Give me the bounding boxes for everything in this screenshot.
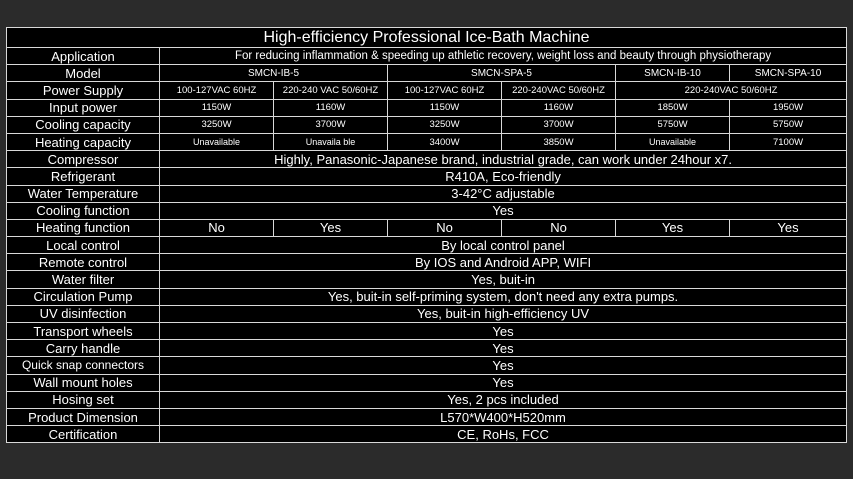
row-hosing-set bbox=[7, 391, 847, 408]
row-label: Product Dimension bbox=[7, 408, 160, 425]
row-water-temperature bbox=[7, 185, 847, 202]
cell-value: No bbox=[502, 219, 616, 236]
row-wall-mount-holes bbox=[7, 374, 847, 391]
spec-table bbox=[6, 27, 847, 443]
cell-value: 220-240 VAC 50/60HZ bbox=[274, 82, 388, 99]
row-power-supply bbox=[7, 82, 847, 99]
cell-value: 1950W bbox=[730, 99, 847, 116]
row-label: Local control bbox=[7, 237, 160, 254]
cell-value: CE, RoHs, FCC bbox=[160, 426, 847, 443]
cell-value: Yes bbox=[616, 219, 730, 236]
row-product-dimension bbox=[7, 408, 847, 425]
row-carry-handle bbox=[7, 340, 847, 357]
cell-value: Unavailable bbox=[616, 133, 730, 150]
cell-value: Yes bbox=[274, 219, 388, 236]
cell-value: 220-240VAC 50/60HZ bbox=[616, 82, 847, 99]
row-label: Heating capacity bbox=[7, 133, 160, 150]
row-label: Refrigerant bbox=[7, 168, 160, 185]
row-application bbox=[7, 48, 847, 65]
cell-value: 100-127VAC 60HZ bbox=[388, 82, 502, 99]
row-label: Power Supply bbox=[7, 82, 160, 99]
row-remote-control bbox=[7, 254, 847, 271]
cell-value: For reducing inflammation & speeding up athletic recovery, weight loss and beauty through physiotherapy bbox=[160, 48, 847, 65]
cell-value: L570*W400*H520mm bbox=[160, 408, 847, 425]
cell-value: Yes, buit-in high-efficiency UV bbox=[160, 305, 847, 322]
cell-value: SMCN-IB-10 bbox=[616, 65, 730, 82]
cell-value: Yes, buit-in self-priming system, don't need any extra pumps. bbox=[160, 288, 847, 305]
cell-value: Yes, 2 pcs included bbox=[160, 391, 847, 408]
cell-value: Unavailable bbox=[160, 133, 274, 150]
cell-value: SMCN-SPA-5 bbox=[388, 65, 616, 82]
cell-value: 3400W bbox=[388, 133, 502, 150]
row-label: Input power bbox=[7, 99, 160, 116]
cell-value: Highly, Panasonic-Japanese brand, industrial grade, can work under 24hour x7. bbox=[160, 151, 847, 168]
row-label: Water Temperature bbox=[7, 185, 160, 202]
row-label: Cooling capacity bbox=[7, 116, 160, 133]
row-compressor bbox=[7, 151, 847, 168]
row-label: Heating function bbox=[7, 219, 160, 236]
cell-value: 5750W bbox=[616, 116, 730, 133]
cell-value: Yes bbox=[160, 374, 847, 391]
row-label: Remote control bbox=[7, 254, 160, 271]
cell-value: 1160W bbox=[274, 99, 388, 116]
row-transport-wheels bbox=[7, 323, 847, 340]
row-quick-snap-connectors bbox=[7, 357, 847, 374]
row-uv-disinfection bbox=[7, 305, 847, 322]
cell-value: No bbox=[160, 219, 274, 236]
cell-value: 3700W bbox=[502, 116, 616, 133]
row-label: Wall mount holes bbox=[7, 374, 160, 391]
cell-value: 100-127VAC 60HZ bbox=[160, 82, 274, 99]
cell-value: R410A, Eco-friendly bbox=[160, 168, 847, 185]
row-label: Model bbox=[7, 65, 160, 82]
row-label: Transport wheels bbox=[7, 323, 160, 340]
cell-value: 3700W bbox=[274, 116, 388, 133]
row-label: UV disinfection bbox=[7, 305, 160, 322]
cell-value: By IOS and Android APP, WIFI bbox=[160, 254, 847, 271]
cell-value: 1160W bbox=[502, 99, 616, 116]
table-title: High-efficiency Professional Ice-Bath Machine bbox=[7, 28, 847, 48]
row-label: Application bbox=[7, 48, 160, 65]
row-label: Compressor bbox=[7, 151, 160, 168]
cell-value: Yes bbox=[160, 202, 847, 219]
row-heating-capacity bbox=[7, 133, 847, 150]
cell-value: 3850W bbox=[502, 133, 616, 150]
cell-value: 1150W bbox=[160, 99, 274, 116]
cell-value: 1850W bbox=[616, 99, 730, 116]
cell-value: Yes bbox=[160, 340, 847, 357]
cell-value: SMCN-IB-5 bbox=[160, 65, 388, 82]
cell-value: 1150W bbox=[388, 99, 502, 116]
cell-value: Yes bbox=[160, 323, 847, 340]
row-label: Hosing set bbox=[7, 391, 160, 408]
row-cooling-capacity bbox=[7, 116, 847, 133]
cell-value: SMCN-SPA-10 bbox=[730, 65, 847, 82]
cell-value: 5750W bbox=[730, 116, 847, 133]
row-refrigerant bbox=[7, 168, 847, 185]
row-cooling-function bbox=[7, 202, 847, 219]
row-label: Quick snap connectors bbox=[7, 357, 160, 374]
cell-value: By local control panel bbox=[160, 237, 847, 254]
cell-value: 3-42°C adjustable bbox=[160, 185, 847, 202]
row-local-control bbox=[7, 237, 847, 254]
cell-value: Unavaila ble bbox=[274, 133, 388, 150]
cell-value: 7100W bbox=[730, 133, 847, 150]
row-water-filter bbox=[7, 271, 847, 288]
row-label: Water filter bbox=[7, 271, 160, 288]
row-label: Certification bbox=[7, 426, 160, 443]
cell-value: No bbox=[388, 219, 502, 236]
cell-value: Yes bbox=[160, 357, 847, 374]
row-label: Carry handle bbox=[7, 340, 160, 357]
row-circulation-pump bbox=[7, 288, 847, 305]
row-label: Circulation Pump bbox=[7, 288, 160, 305]
cell-value: Yes, buit-in bbox=[160, 271, 847, 288]
cell-value: 3250W bbox=[388, 116, 502, 133]
row-input-power bbox=[7, 99, 847, 116]
cell-value: 3250W bbox=[160, 116, 274, 133]
row-heating-function bbox=[7, 219, 847, 236]
cell-value: Yes bbox=[730, 219, 847, 236]
cell-value: 220-240VAC 50/60HZ bbox=[502, 82, 616, 99]
row-certification bbox=[7, 426, 847, 443]
title-row bbox=[7, 28, 847, 48]
row-model bbox=[7, 65, 847, 82]
row-label: Cooling function bbox=[7, 202, 160, 219]
